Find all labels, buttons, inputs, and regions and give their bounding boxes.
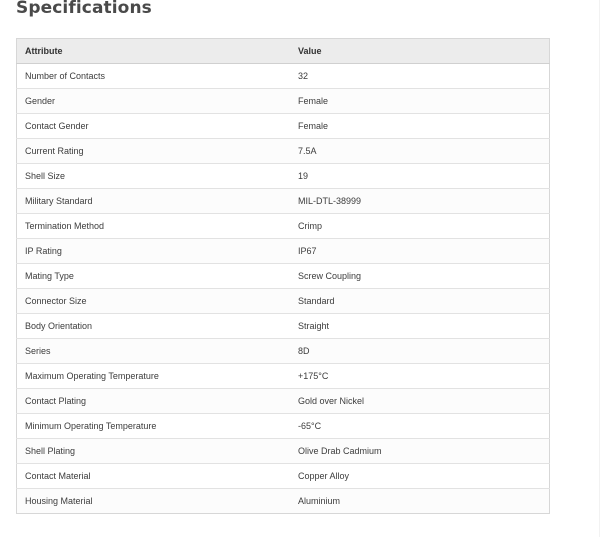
value-cell: Screw Coupling	[290, 264, 550, 289]
table-row	[17, 314, 550, 339]
page-title: Specifications	[16, 0, 152, 18]
table-row	[17, 414, 550, 439]
table-row	[17, 214, 550, 239]
specifications-table	[16, 38, 550, 514]
table-row	[17, 264, 550, 289]
value-cell: Standard	[290, 289, 550, 314]
value-cell: Copper Alloy	[290, 464, 550, 489]
value-cell: IP67	[290, 239, 550, 264]
value-cell: 19	[290, 164, 550, 189]
attribute-cell: Contact Plating	[17, 389, 291, 414]
attribute-cell: Current Rating	[17, 139, 291, 164]
attribute-cell: Series	[17, 339, 291, 364]
attribute-cell: Minimum Operating Temperature	[17, 414, 291, 439]
attribute-cell: Shell Plating	[17, 439, 291, 464]
attribute-cell: Termination Method	[17, 214, 291, 239]
table-header-row	[17, 39, 550, 64]
table-row	[17, 364, 550, 389]
value-cell: Olive Drab Cadmium	[290, 439, 550, 464]
attribute-cell: Gender	[17, 89, 291, 114]
column-header-attribute: Attribute	[17, 39, 291, 64]
table-row	[17, 89, 550, 114]
table-body	[17, 64, 550, 514]
column-header-value: Value	[290, 39, 550, 64]
value-cell: Gold over Nickel	[290, 389, 550, 414]
table-row	[17, 339, 550, 364]
table-row	[17, 114, 550, 139]
table-row	[17, 64, 550, 89]
table-row	[17, 464, 550, 489]
attribute-cell: Number of Contacts	[17, 64, 291, 89]
table-row	[17, 389, 550, 414]
value-cell: Female	[290, 89, 550, 114]
attribute-cell: Body Orientation	[17, 314, 291, 339]
table-row	[17, 289, 550, 314]
value-cell: MIL-DTL-38999	[290, 189, 550, 214]
attribute-cell: Contact Gender	[17, 114, 291, 139]
value-cell: 8D	[290, 339, 550, 364]
value-cell: Aluminium	[290, 489, 550, 514]
attribute-cell: IP Rating	[17, 239, 291, 264]
value-cell: -65°C	[290, 414, 550, 439]
table-row	[17, 489, 550, 514]
value-cell: Female	[290, 114, 550, 139]
value-cell: 7.5A	[290, 139, 550, 164]
attribute-cell: Housing Material	[17, 489, 291, 514]
value-cell: Straight	[290, 314, 550, 339]
attribute-cell: Contact Material	[17, 464, 291, 489]
table-row	[17, 439, 550, 464]
attribute-cell: Mating Type	[17, 264, 291, 289]
attribute-cell: Military Standard	[17, 189, 291, 214]
value-cell: +175°C	[290, 364, 550, 389]
attribute-cell: Maximum Operating Temperature	[17, 364, 291, 389]
value-cell: Crimp	[290, 214, 550, 239]
attribute-cell: Shell Size	[17, 164, 291, 189]
table-row	[17, 239, 550, 264]
attribute-cell: Connector Size	[17, 289, 291, 314]
table-row	[17, 189, 550, 214]
table-row	[17, 164, 550, 189]
value-cell: 32	[290, 64, 550, 89]
table-row	[17, 139, 550, 164]
